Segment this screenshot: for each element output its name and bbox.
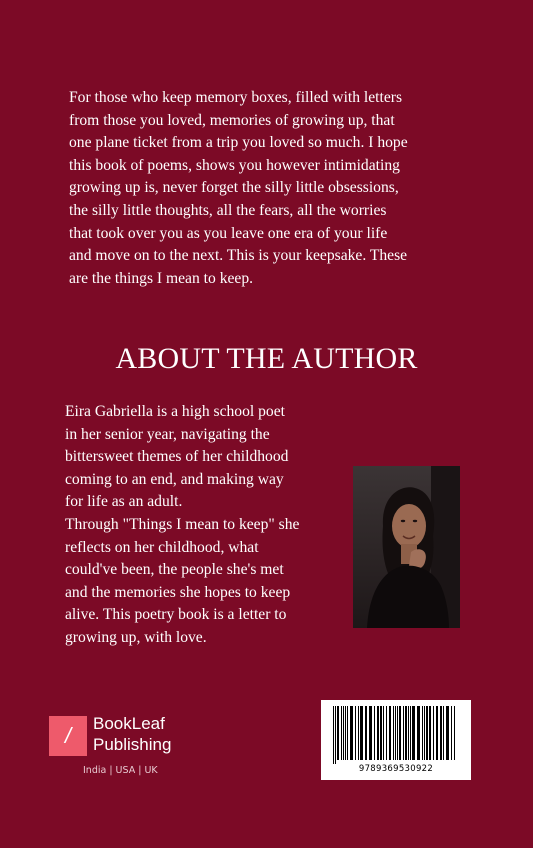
publisher-name: BookLeaf Publishing xyxy=(93,714,172,754)
about-author-heading: ABOUT THE AUTHOR xyxy=(115,342,418,375)
barcode-icon xyxy=(331,706,461,764)
isbn-barcode xyxy=(321,700,471,780)
author-photo xyxy=(353,466,460,628)
slash-icon: / xyxy=(64,723,72,748)
publisher-locations: India | USA | UK xyxy=(83,765,158,776)
author-bio: Eira Gabriella is a high school poet in her senior year, navigating the bittersweet themes of her childhood coming to an end, and making way for life as an adult. Through "Things I mean to keep" she reflects on her childhood, what could've been, the people she's met and the memories she hopes to keep alive. This poetry book is a letter to growing up, with love. xyxy=(65,403,300,646)
book-blurb: For those who keep memory boxes, filled with letters from those you loved, memories of growing up, that one plane ticket from a trip you loved so much. I hope this book of poems, shows you however intimidating growing up is, never forget the silly little obsessions, the silly little thoughts, all the fears, all the worries that took over you as you leave one era of your life and move on to the next. This is your keepsake. These are the things I mean to keep. xyxy=(69,89,408,287)
isbn-number: 9789369530922 xyxy=(358,764,434,774)
publisher-logo-mark xyxy=(49,716,87,756)
